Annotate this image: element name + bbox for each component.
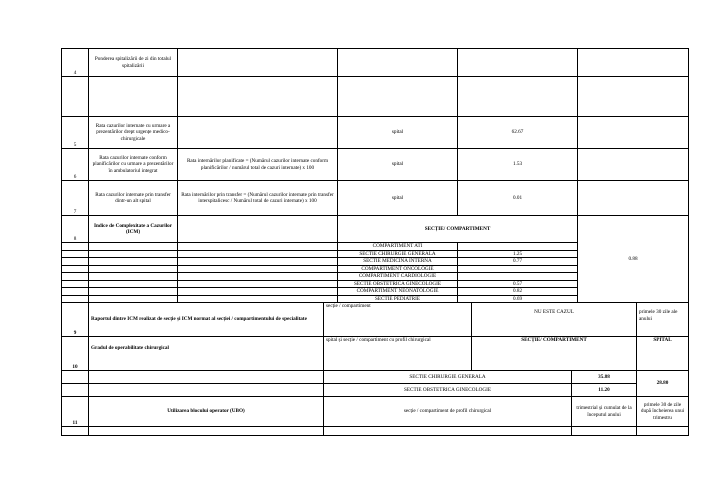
section-value bbox=[458, 265, 578, 273]
indicator-name: Utilizarea blocului operator (UBO) bbox=[89, 397, 324, 427]
table-row bbox=[62, 427, 689, 436]
indicator-name: Raportul dintre ICM realizat de secție și ICM normat al secției / compartimentului de specialitate bbox=[89, 303, 324, 337]
section-name: SECTIE OBSTETRICA GINECOLOGIE bbox=[338, 280, 458, 288]
section-name: COMPARTIMENT ONCOLOGIE bbox=[338, 265, 458, 273]
indicator-name: Rata cazurilor internate conform planificărilor cu urmare a prezentărilor în ambulatoriul integrat bbox=[89, 149, 178, 181]
table-row bbox=[62, 216, 689, 243]
table-row bbox=[62, 117, 689, 149]
row-number: 7 bbox=[62, 181, 89, 216]
row-number: 5 bbox=[62, 117, 89, 149]
indicator-value: 62.67 bbox=[458, 117, 578, 149]
section-name: COMPARTIMENT CARDIOLOGIE bbox=[338, 273, 458, 281]
table-row bbox=[62, 371, 689, 384]
section-value: 0.57 bbox=[458, 280, 578, 288]
indicator-name: Ponderea spitalizării de zi din totalul spitalizării bbox=[89, 49, 178, 77]
table-row bbox=[62, 149, 689, 181]
row-number: 9 bbox=[62, 303, 89, 337]
section-name: SECTIE MEDICINA INTERNA bbox=[338, 258, 458, 266]
hospital-column-header: SPITAL bbox=[637, 337, 689, 371]
indicator-name: Indice de Complexitate a Cazurilor (ICM) bbox=[89, 216, 178, 243]
reporting-period: trimestrial și cumulat de la începutul anului bbox=[572, 397, 637, 427]
reporting-period: primele 30 zile ale anului bbox=[637, 303, 689, 337]
indicator-scope: spital bbox=[338, 181, 458, 216]
table-row bbox=[62, 337, 689, 371]
section-value: 35.88 bbox=[572, 371, 637, 384]
section-name: SECTIE PEDIATRIE bbox=[338, 295, 458, 303]
table-row bbox=[62, 397, 689, 427]
reporting-deadline: primele 30 de zile după încheierea unui trimestru bbox=[637, 397, 689, 427]
table-row bbox=[62, 384, 689, 397]
section-value: 0.77 bbox=[458, 258, 578, 266]
hospital-value: 28.80 bbox=[637, 371, 689, 397]
table-row bbox=[62, 181, 689, 216]
section-value bbox=[458, 273, 578, 281]
indicator-scope: spital și secție / compartiment cu profil chirurgical bbox=[324, 337, 472, 371]
section-name: SECTIE CHIRURGIE GENERALA bbox=[338, 250, 458, 258]
row-number: 4 bbox=[62, 49, 89, 77]
indicator-formula: Rata internărilor prin transfer = (Numărul cazurilor internate prin transfer interspitalicesc / Numărul total de cazuri internate) x 100 bbox=[178, 181, 338, 216]
indicator-status: NU ESTE CAZUL bbox=[472, 303, 637, 337]
indicator-scope: spital bbox=[338, 149, 458, 181]
indicator-scope: secție / compartiment bbox=[324, 303, 472, 337]
section-header: SECȚIE/ COMPARTIMENT bbox=[338, 216, 578, 243]
row-number: 10 bbox=[62, 337, 89, 371]
table-row bbox=[62, 49, 689, 77]
indicator-name: Gradul de operabilitate chirurgical bbox=[89, 337, 324, 371]
indicators-table-top bbox=[61, 48, 689, 303]
section-value: 1.25 bbox=[458, 250, 578, 258]
section-value: 11.20 bbox=[572, 384, 637, 397]
row-number: 11 bbox=[62, 397, 89, 427]
indicator-name: Rata cazurilor internate prin transfer dintr-un alt spital bbox=[89, 181, 178, 216]
section-name: SECTIE CHIRURGIE GENERALA bbox=[324, 371, 572, 384]
section-column-header: SECȚIE/ COMPARTIMENT bbox=[472, 337, 637, 371]
row-number: 8 bbox=[62, 216, 89, 243]
section-name: COMPARTIMENT ATI bbox=[338, 243, 458, 251]
table-row bbox=[62, 77, 689, 117]
indicator-value: 0.01 bbox=[458, 181, 578, 216]
section-name: COMPARTIMENT NEONATOLOGIE bbox=[338, 288, 458, 296]
hospital-icm-value: 0.88 bbox=[578, 216, 689, 303]
section-value: 0.69 bbox=[458, 295, 578, 303]
row-number: 6 bbox=[62, 149, 89, 181]
indicators-table-bottom bbox=[61, 302, 689, 436]
section-value: 0.82 bbox=[458, 288, 578, 296]
indicator-name: Rata cazurilor internate cu urmare a prezentărilor drept urgențe medico-chirurgicale bbox=[89, 117, 178, 149]
section-value bbox=[458, 243, 578, 251]
table-row bbox=[62, 303, 689, 337]
indicator-scope: secție / compartiment de profil chirurgical bbox=[324, 397, 572, 427]
section-name: SECTIE OBSTETRICA GINECOLOGIE bbox=[324, 384, 572, 397]
indicator-formula: Rata internărilor planificate = (Numărul cazurilor internate conform planificărilor / numărul total de cazuri internate) x 100 bbox=[178, 149, 338, 181]
indicator-value: 1.53 bbox=[458, 149, 578, 181]
indicator-scope: spital bbox=[338, 117, 458, 149]
